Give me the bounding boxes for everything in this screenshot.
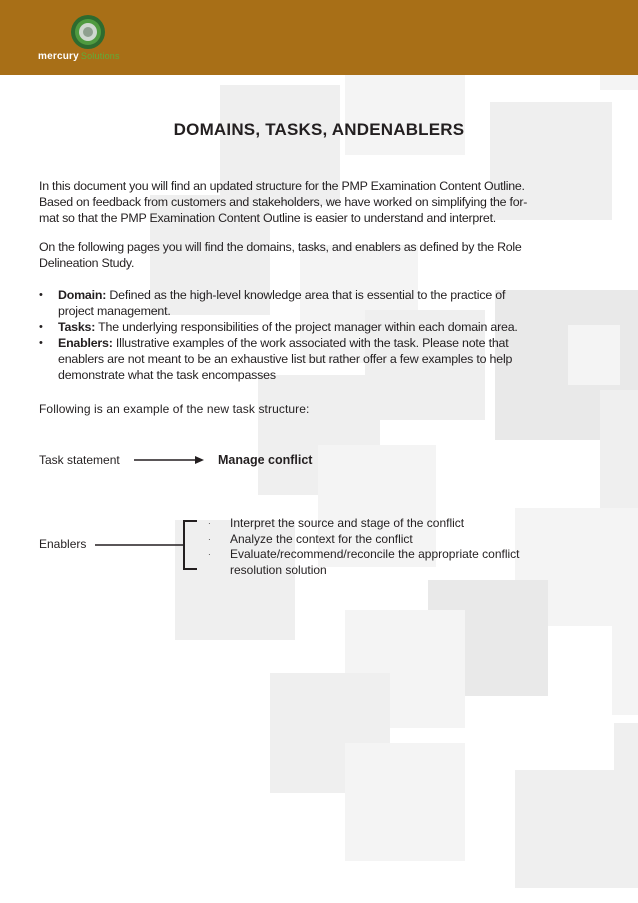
definition-line: The underlying responsibilities of the project manager within each domain area. [95, 320, 518, 334]
term: Domain: [58, 288, 107, 302]
paragraph-line: In this document you will find an updated structure for the PMP Examination Content Outline. [39, 179, 525, 193]
bullet-icon: · [208, 550, 211, 559]
page-title: DOMAINS, TASKS, ANDENABLERS [173, 120, 465, 139]
definition-line: project management. [58, 304, 171, 318]
enabler-line: resolution solution [230, 562, 327, 577]
bullet-icon: • [39, 337, 43, 349]
definition-line: Illustrative examples of the work associated with the task. Please note that [112, 336, 509, 350]
brand-sub: Solutions [80, 51, 120, 61]
bullet-icon: · [208, 534, 211, 544]
task-statement-value: Manage conflict [218, 453, 313, 467]
enabler-item [206, 516, 586, 532]
definition-line: Defined as the high-level knowledge area that is essential to the practice of [106, 288, 506, 302]
enabler-item [206, 532, 586, 548]
enabler-line: Evaluate/recommend/reconcile the appropriate conflict [230, 547, 520, 561]
brand-name: mercury [38, 51, 79, 62]
paragraph-line: On the following pages you will find the domains, tasks, and enablers as defined by the Role [39, 240, 522, 254]
task-statement-label: Task statement [39, 453, 120, 467]
paragraph-line: Delineation Study. [39, 256, 135, 270]
enabler-item [206, 547, 586, 578]
bullet-icon: • [39, 289, 43, 301]
enabler-line: Analyze the context for the conflict [230, 531, 413, 546]
bullet-icon: · [208, 519, 211, 528]
definition-line: enablers are not meant to be an exhaustive list but rather offer a few examples to help [58, 352, 513, 366]
paragraph-line: Based on feedback from customers and stakeholders, we have worked on simplifying the for- [39, 195, 528, 209]
bracket-connector [95, 521, 197, 569]
term: Tasks: [58, 320, 96, 334]
paragraph-line: mat so that the PMP Examination Content Outline is easier to understand and interpret. [39, 211, 496, 225]
enablers-label: Enablers [39, 537, 87, 551]
bullet-icon: • [39, 321, 43, 333]
definition-line: demonstrate what the task encompasses [58, 368, 276, 382]
term: Enablers: [58, 336, 113, 350]
example-intro: Following is an example of the new task structure: [39, 402, 310, 416]
enabler-line: Interpret the source and stage of the conflict [230, 516, 465, 530]
arrow-right-icon [134, 456, 204, 464]
enablers-list [206, 516, 586, 578]
